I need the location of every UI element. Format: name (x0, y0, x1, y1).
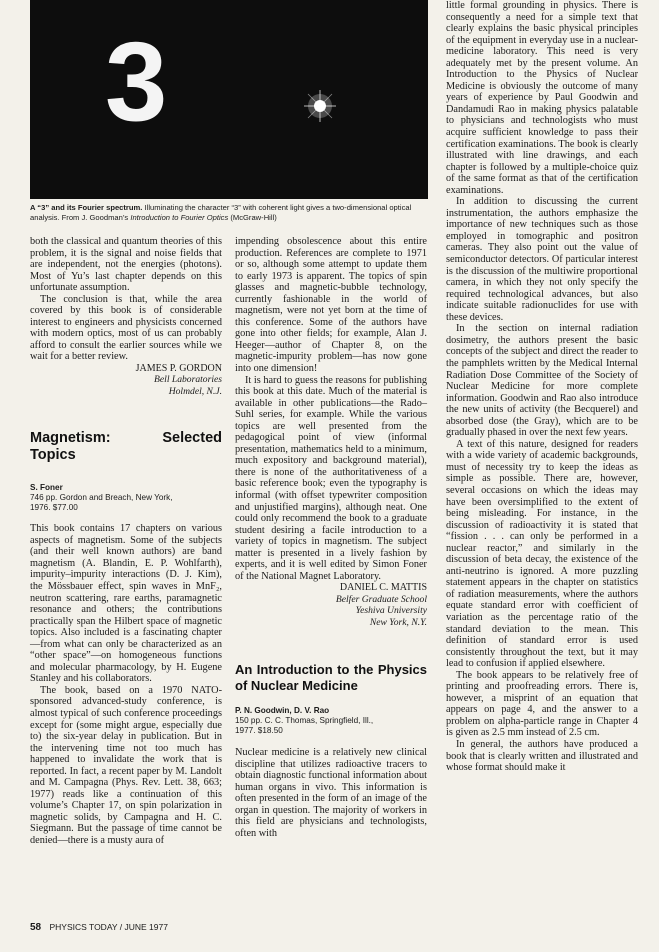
review-meta (235, 706, 427, 736)
book-price: 1976. $77.00 (30, 503, 78, 513)
reviewer-name: JAMES P. GORDON (135, 363, 222, 375)
paragraph: In the section on internal radiation dosimetry, the authors present the basic concepts of the subject and direct the reader to the pamphlets written by the Medical Internal Radiation Dose Committee of the Society of Nuclear Medicine for more complete information. Goodwin and Rao also introduce the new units of activity (the Becquerel) and absorbed dose (the Gray), which are to be gradually phased in over the next few years. (446, 323, 638, 439)
paragraph: It is hard to guess the reasons for publishing this book at this date. Much of the material is available in other publications—the Rado–Suhl series, for example. While the various topics are well presented from the pedagogical point of view (informal presentation, mathematics held to a minimum, much expository and background material), there is none of the authoritativeness of a basic reference book; even the typography is informal (with offset typewriter composition and unjustified margins), although neat. One could only recommend the book to a graduate student desiring a facile introduction to a variety of topics in magnetism. The subject matter is presented in a lively fashion by experts, and it is well edited by Simon Foner of the National Magnet Laboratory. (235, 374, 427, 582)
review-meta (30, 483, 222, 513)
reviewer-signature (30, 363, 222, 397)
paragraph: A text of this nature, designed for readers with a wide variety of academic backgrounds, must of necessity try to keep the ideas as simple as possible. There are, however, several occasions on which the ideas may have been oversimplified to the extent of being misleading. For instance, in the discussion of radioactivity it is stated that “fission . . . can only be performed in a nuclear reactor,” and similarly in the discussion of beta decay, the existence of the anti-neutrino is ignored. A more puzzling statement appears in the chapter on statistics of radiation measurements, where the authors equate standard error with coefficient of variation as the percentage ratio of the standard deviation to the mean. This definition of standard error is used consistently throughout the text, but it may lead to confusion if applied elsewhere. (446, 438, 638, 670)
reviewer-signature (235, 582, 427, 628)
figure-digit: 3 (105, 19, 168, 144)
book-author: S. Foner (30, 483, 63, 493)
paragraph: The book, based on a 1970 NATO-sponsored advanced-study conference, is almost typical of such conference proceedings except for (some might argue, especially due to) the six-year delay in publication. But in the intervening time not too much has happened to invalidate the work that is reported. In fact, a recent paper by M. Landolt and M. Campagna (Phys. Rev. Lett. 38, 663; 1977) reads like a continuation of this volume’s Chapter 17, on spin polarization in magnetic solids, by Campagna and H. C. Siegmann. But the passage of time cannot be denied—there is a musty aura of (30, 684, 222, 846)
reviewer-location: New York, N.Y. (369, 616, 427, 628)
paragraph: The book appears to be relatively free of printing and proofreading errors. There is, however, a misprint of an equation that appears on page 4, and the answer to a problem on alpha-particle range in Chapter 4 is given as 2.5 mm instead of 2.5 cm. (446, 669, 638, 739)
paragraph: little formal grounding in physics. There is consequently a need for a simple text that clearly explains the basic physical principles of the equipment in everyday use in a nuclear-medicine laboratory. This need is very adequately met by the present volume. An Introduction to the Physics of Nuclear Medicine is obviously the outcome of many years of experience by Paul Goodwin and Dandamudi Rao in making physics palatable to physicians and technologists who must acquire sufficient knowledge to pass their certification examinations. The book is clearly illustrated with line drawings, and each chapter is followed by a multiple-choice quiz of the same format as that of the certification examinations. (446, 0, 638, 196)
caption-text: Illuminating the character “3” with coherent light gives a two-dimensional optical analysis. From J. Goodman’s (30, 203, 412, 222)
book-price: 1977. $18.50 (235, 726, 283, 736)
caption-publisher: (McGraw-Hill) (230, 213, 277, 222)
journal-issue: PHYSICS TODAY / JUNE 1977 (49, 922, 168, 932)
fourier-figure (30, 0, 428, 199)
caption-book-title: Introduction to Fourier Optics (130, 213, 229, 222)
paragraph: In general, the authors have produced a book that is clearly written and illustrated and whose format should make it (446, 739, 638, 774)
paragraph: impending obsolescence about this entire production. References are complete to 1971 or so, although some attempt to update them to early 1973 is apparent. The topics of spin glasses and magnetic-bubble technology, currently fashionable in the world of magnetism, were not yet born at the time of this conference. Some of the authors have gone into other fields; for example, Alan J. Heeger—author of Chapter 8, on the magnetic-impurity problem—has now gone into one dimension! (235, 236, 427, 375)
figure-caption (30, 203, 428, 223)
reviewer-location: Holmdel, N.J. (168, 385, 222, 397)
page-footer (30, 922, 168, 933)
paragraph: The conclusion is that, while the area covered by this book is of considerable interest to engineers and physicists concerned with modern optics, most of us can probably afford to consult the earlier sources while we wait for a better review. (30, 293, 222, 363)
paragraph: Nuclear medicine is a relatively new clinical discipline that utilizes radioactive tracers to obtain diagnostic functional information about human organs in vivo. This information is often presented in the form of an image of the organ in question. The majority of workers in this field are physicians and technologists, often with (235, 747, 427, 839)
column-2 (235, 236, 427, 839)
book-publication: 746 pp. Gordon and Breach, New York, (30, 493, 173, 503)
paragraph: This book contains 17 chapters on various aspects of magnetism. Some of the subjects (and their well known authors) are band magnetism (A. Blandin, E. P. Wohlfarth), impurity–impurity interactions (D. J. Kim), the Mössbauer effect, spin waves in MnF₂, neutron scattering, rare earths, paramagnetic resonance and others; the contributions practically span the Hilbert space of magnetic topics. Also included is a fascinating chapter—from what can only be characterized as an “other space”—on homogeneous functions and molecular pharmacology, by H. Eugene Stanley and his collaborators. (30, 523, 222, 685)
book-author: P. N. Goodwin, D. V. Rao (235, 706, 330, 716)
reviewer-affiliation: Bell Laboratories (154, 374, 222, 386)
reviewer-name: DANIEL C. MATTIS (339, 582, 427, 594)
review-title: Magnetism: Selected Topics (30, 430, 222, 464)
fourier-spectrum-image (300, 86, 340, 126)
reviewer-affiliation: Belfer Graduate School (335, 593, 427, 605)
column-3 (446, 0, 638, 774)
caption-bold: A “3” and its Fourier spectrum. (30, 203, 143, 212)
paragraph: both the classical and quantum theories of this problem, it is the signal and noise fields that are independent, not the energies (photons). Most of Yu’s last chapter depends on this unfortunate assumption. (30, 236, 222, 294)
book-publication: 150 pp. C. C. Thomas, Springfield, Ill., (235, 716, 374, 726)
column-1 (30, 236, 222, 847)
paragraph: In addition to discussing the current instrumentation, the authors emphasize the importance of new techniques such as those employed in tomographic and positron cameras. They also point out the value of semiconductor detectors. Of particular interest is the discussion of the multiwire proportional camera, in which they not only specify the required technological advances, but also indicate suitable radionuclides for use with these devices. (446, 196, 638, 323)
reviewer-affiliation: Yeshiva University (355, 605, 427, 617)
page-number: 58 (30, 922, 42, 933)
review-title: An Introduction to the Physics of Nuclear Medicine (235, 662, 427, 694)
